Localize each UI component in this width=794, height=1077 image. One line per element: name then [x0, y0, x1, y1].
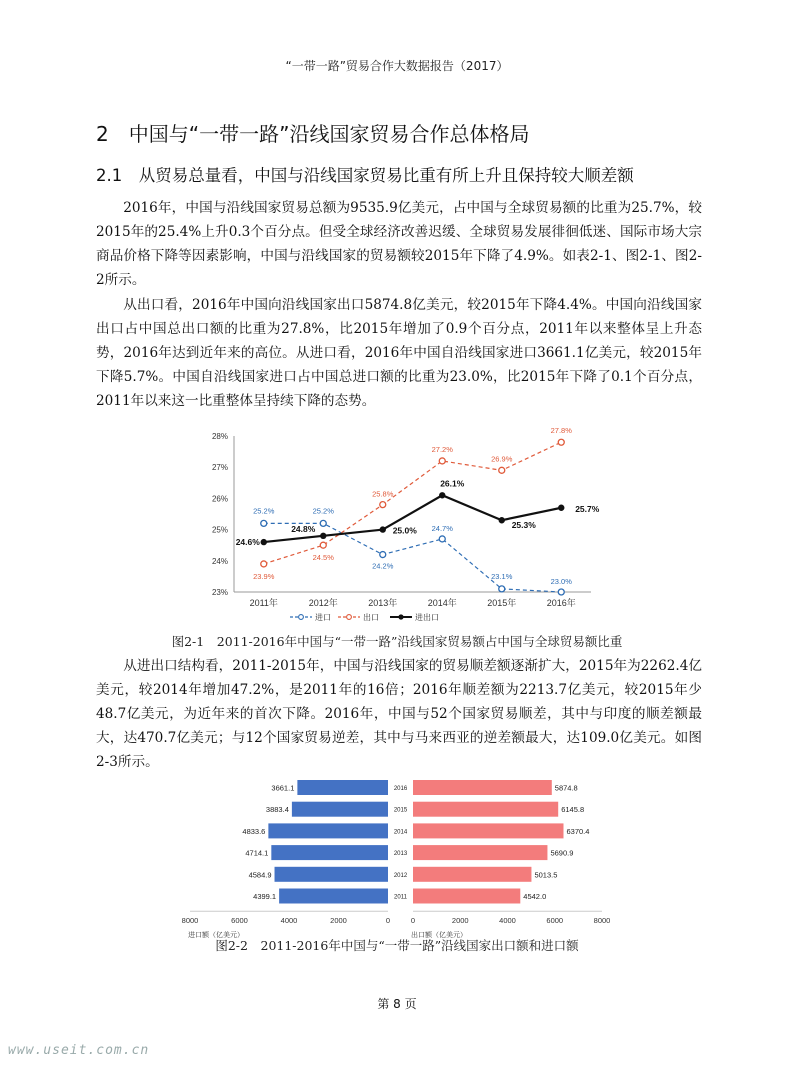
right-tick-label: 8000 — [593, 916, 611, 926]
data-label: 24.7% — [431, 523, 453, 533]
import-value-label: 3883.4 — [265, 805, 289, 815]
export-value-label: 5874.8 — [554, 783, 578, 793]
data-point — [558, 589, 564, 595]
left-tick-label: 0 — [385, 916, 391, 926]
section-title: 2 中国与“一带一路”沿线国家贸易合作总体格局 — [96, 122, 530, 146]
export-bar — [413, 823, 564, 838]
data-label: 25.2% — [253, 506, 275, 516]
data-point — [261, 539, 267, 545]
running-header: “一带一路”贸易合作大数据报告（2017） — [285, 59, 509, 73]
import-bar — [279, 889, 388, 904]
data-label: 24.5% — [312, 553, 334, 563]
y-tick-label: 27% — [211, 463, 228, 473]
x-tick-label: 2013年 — [368, 598, 398, 608]
data-point — [261, 561, 267, 567]
data-point — [261, 520, 267, 526]
data-point — [439, 492, 445, 498]
data-point — [320, 533, 326, 539]
export-bar — [413, 867, 531, 882]
bar-chart — [170, 778, 620, 940]
x-tick-label: 2012年 — [308, 598, 338, 608]
left-axis-title: 进口额（亿美元） — [188, 932, 244, 940]
legend-marker — [398, 614, 403, 619]
year-label: 2012 — [393, 872, 408, 879]
import-value-label: 4399.1 — [253, 892, 277, 901]
export-value-label: 6145.8 — [561, 805, 585, 815]
export-value-label: 5690.9 — [550, 848, 574, 858]
data-label: 26.9% — [491, 454, 513, 464]
data-point — [380, 502, 386, 508]
legend-label: 进出口 — [415, 613, 439, 622]
data-point — [439, 458, 445, 464]
data-label: 24.2% — [372, 561, 394, 571]
x-tick-label: 2014年 — [427, 598, 457, 608]
data-point — [380, 552, 386, 558]
y-tick-label: 23% — [211, 588, 228, 597]
export-bar — [413, 780, 552, 795]
export-value-label: 6370.4 — [566, 826, 590, 836]
import-value-label: 3661.1 — [271, 783, 295, 793]
data-label: 25.7% — [575, 503, 600, 514]
data-label: 27.8% — [550, 426, 572, 436]
series-line-1 — [264, 442, 562, 564]
import-bar — [297, 780, 388, 795]
import-value-label: 4584.9 — [248, 870, 272, 880]
subsection-title: 2.1 从贸易总量看，中国与沿线国家贸易比重有所上升且保持较大顺差额 — [96, 166, 634, 185]
data-point — [558, 505, 564, 511]
data-label: 23.0% — [550, 577, 572, 586]
left-tick-label: 6000 — [231, 916, 248, 926]
data-label: 23.9% — [253, 571, 275, 581]
import-value-label: 4833.6 — [242, 826, 266, 836]
data-label: 24.8% — [291, 523, 316, 534]
import-bar — [275, 867, 388, 882]
data-point — [499, 586, 505, 592]
data-label: 24.6% — [235, 537, 260, 548]
left-tick-label: 2000 — [330, 916, 347, 926]
x-tick-label: 2015年 — [487, 598, 517, 608]
data-point — [499, 517, 505, 523]
data-label: 23.1% — [491, 571, 513, 581]
figure-caption-1: 图2-1 2011-2016年中国与“一带一路”沿线国家贸易额占中国与全球贸易额比重 — [171, 634, 623, 649]
right-tick-label: 0 — [410, 916, 416, 926]
y-tick-label: 25% — [211, 525, 228, 535]
data-label: 26.1% — [440, 478, 465, 489]
right-tick-label: 2000 — [451, 916, 469, 926]
line-chart — [206, 426, 600, 626]
data-point — [439, 536, 445, 542]
page-number: 第 8 页 — [377, 997, 417, 1011]
data-label: 25.0% — [392, 525, 417, 536]
export-value-label: 4542.0 — [523, 892, 547, 901]
legend-label: 进口 — [315, 613, 331, 622]
import-bar — [271, 845, 388, 860]
left-tick-label: 4000 — [280, 916, 298, 926]
paragraph-2: 从出口看，2016年中国向沿线国家出口5874.8亿美元，较2015年下降4.4%。中国向沿线国家出口占中国总出口额的比重为27.8%，比2015年增加了0.9个百分点，2011年以来整体呈上升态势，2016年达到近年来的高位。从进口看，2016年中国自沿线国家进口3661.1亿美元，较2015年下降5.7%。中国自沿线国家进口占中国总进口额的比重为23.0%，比2015年下降了0.1个百分点，2011年以来这一比重整体呈持续下降的态势。 — [96, 297, 702, 409]
data-point — [320, 542, 326, 548]
export-bar — [413, 845, 547, 860]
year-label: 2013 — [393, 851, 408, 858]
data-label: 27.2% — [431, 444, 453, 454]
right-tick-label: 4000 — [499, 916, 516, 926]
data-point — [499, 467, 505, 473]
year-label: 2016 — [393, 786, 408, 792]
import-value-label: 4714.1 — [245, 848, 269, 858]
import-bar — [292, 802, 388, 817]
data-point — [380, 526, 386, 532]
legend-marker — [299, 615, 304, 620]
import-bar — [268, 823, 388, 838]
right-axis-title: 出口额（亿美元） — [411, 932, 467, 940]
data-label: 25.2% — [312, 506, 334, 516]
year-label: 2015 — [393, 807, 408, 814]
x-tick-label: 2011年 — [249, 598, 278, 608]
legend-label: 出口 — [363, 613, 379, 622]
paragraph-3: 从进出口结构看，2011-2015年，中国与沿线国家的贸易顺差额逐渐扩大，2015年为2262.4亿美元，较2014年增加47.2%，是2011年的16倍；2016年顺差额为2213.7亿美元，较2015年少48.7亿美元，为近年来的首次下降。2016年，中国与52个国家贸易顺差，其中与印度的顺差额最大，达470.7亿美元；与12个国家贸易逆差，其中与马来西亚的逆差额最大，达109.0亿美元。如图2-3所示。 — [96, 658, 702, 770]
export-value-label: 5013.5 — [534, 870, 558, 880]
year-label: 2011 — [394, 894, 407, 901]
export-bar — [413, 889, 520, 904]
legend-marker — [347, 615, 352, 620]
x-tick-label: 2016年 — [546, 598, 576, 608]
export-bar — [413, 802, 558, 817]
right-tick-label: 6000 — [546, 916, 564, 926]
left-tick-label: 8000 — [181, 916, 199, 926]
y-tick-label: 24% — [211, 556, 228, 566]
y-tick-label: 28% — [211, 432, 228, 441]
data-point — [558, 439, 564, 445]
paragraph-1: 2016年，中国与沿线国家贸易总额为9535.9亿美元，占中国与全球贸易额的比重为25.7%，较2015年的25.4%上升0.3个百分点。但受全球经济改善迟缓、全球贸易发展徘徊低迷、国际市场大宗商品价格下降等因素影响，中国与沿线国家的贸易额较2015年下降了4.9%。如表2-1、图2-1、图2-2所示。 — [96, 200, 702, 288]
data-label: 25.8% — [372, 489, 394, 499]
data-point — [320, 520, 326, 526]
year-label: 2014 — [393, 829, 408, 836]
y-tick-label: 26% — [211, 494, 228, 504]
watermark: www.useit.com.cn — [8, 1043, 150, 1058]
figure-caption-2: 图2-2 2011-2016年中国与“一带一路”沿线国家出口额和进口额 — [215, 938, 579, 953]
data-label: 25.3% — [511, 520, 536, 531]
